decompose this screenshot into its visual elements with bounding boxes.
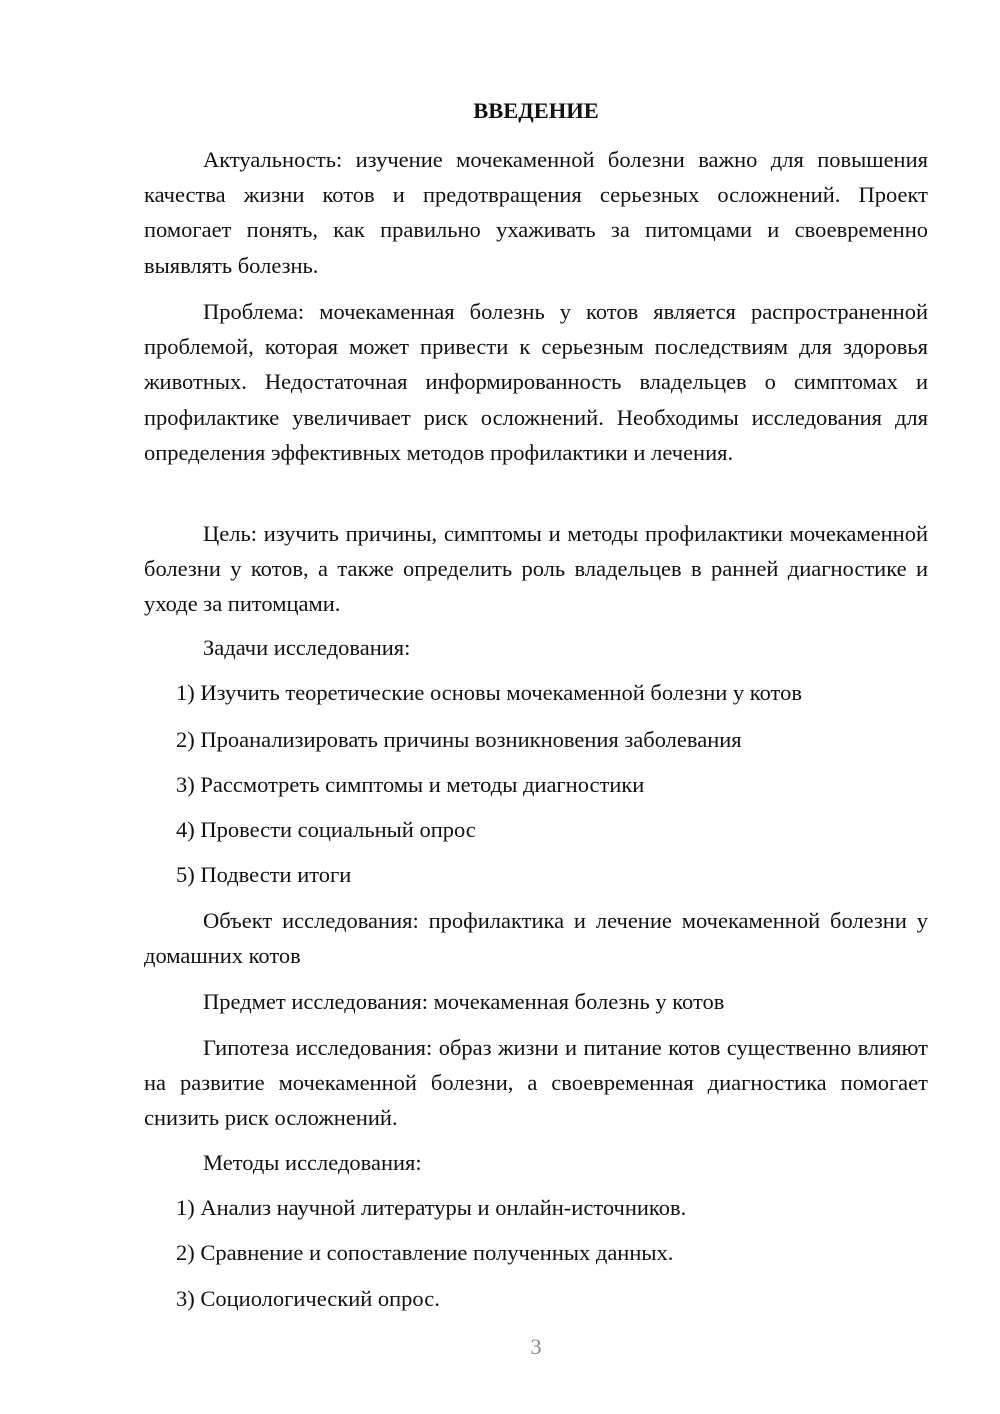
method-item-3: 3) Социологический опрос. bbox=[176, 1286, 440, 1311]
task-item-4: 4) Провести социальный опрос bbox=[176, 817, 476, 842]
task-item-3: 3) Рассмотреть симптомы и методы диагностики bbox=[176, 772, 645, 797]
problem-paragraph: Проблема: мочекаменная болезнь у котов является распространенной проблемой, которая может привести к серьезным последствиям для здоровья животных. Недостаточная информированность владельцев о симптомах и профилактике увеличивает риск осложнений. Необходимы исследования для определения эффективных методов профилактики и лечения. bbox=[144, 299, 928, 465]
methods-label: Методы исследования: bbox=[203, 1150, 422, 1175]
task-item-2: 2) Проанализировать причины возникновения заболевания bbox=[176, 727, 742, 752]
page-title: ВВЕДЕНИЕ bbox=[473, 98, 599, 123]
task-item-1: 1) Изучить теоретические основы мочекаменной болезни у котов bbox=[176, 680, 802, 705]
hypothesis-paragraph: Гипотеза исследования: образ жизни и питание котов существенно влияют на развитие мочекаменной болезни, а своевременная диагностика помогает снизить риск осложнений. bbox=[144, 1035, 928, 1131]
subject-paragraph: Предмет исследования: мочекаменная болезнь у котов bbox=[203, 989, 725, 1014]
object-paragraph: Объект исследования: профилактика и лечение мочекаменной болезни у домашних котов bbox=[144, 908, 928, 969]
task-item-5: 5) Подвести итоги bbox=[176, 862, 352, 887]
tasks-label: Задачи исследования: bbox=[203, 635, 411, 660]
relevance-paragraph: Актуальность: изучение мочекаменной болезни важно для повышения качества жизни котов и предотвращения серьезных осложнений. Проект помогает понять, как правильно ухаживать за питомцами и своевременно выявлять болезнь. bbox=[144, 147, 928, 278]
page-number: 3 bbox=[530, 1334, 542, 1359]
goal-paragraph: Цель: изучить причины, симптомы и методы профилактики мочекаменной болезни у котов, а также определить роль владельцев в ранней диагностике и уходе за питомцами. bbox=[144, 521, 928, 617]
method-item-1: 1) Анализ научной литературы и онлайн-источников. bbox=[176, 1195, 687, 1220]
method-item-2: 2) Сравнение и сопоставление полученных данных. bbox=[176, 1240, 674, 1265]
